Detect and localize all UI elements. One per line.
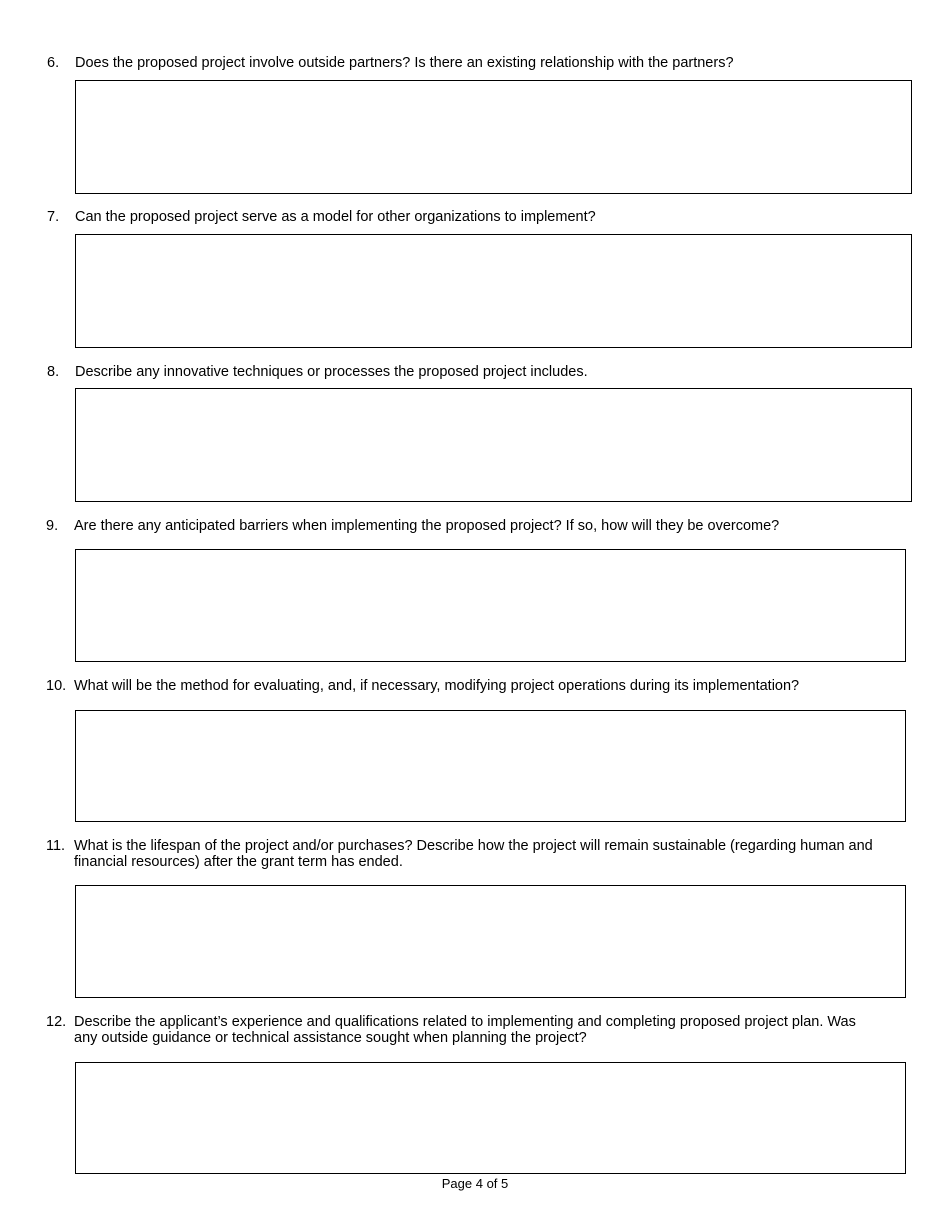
question-8-text: Describe any innovative techniques or processes the proposed project includes. <box>75 364 588 380</box>
question-11-number: 11. <box>46 838 66 854</box>
question-6-text: Does the proposed project involve outside partners? Is there an existing relationship with the partners? <box>75 55 734 71</box>
question-11-answer-field[interactable] <box>75 885 906 998</box>
question-9-answer-field[interactable] <box>75 549 906 662</box>
question-8-answer-field[interactable] <box>75 388 912 502</box>
question-12-number: 12. <box>46 1014 67 1030</box>
page-number: Page 4 of 5 <box>441 1176 509 1191</box>
question-12-answer-field[interactable] <box>75 1062 906 1174</box>
question-7-answer-field[interactable] <box>75 234 912 348</box>
question-11-text: What is the lifespan of the project and/or purchases? Describe how the project will remain sustainable (regarding human and financial resources) after the grant term has ended. <box>74 838 873 870</box>
question-10-text: What will be the method for evaluating, and, if necessary, modifying project operations during its implementation? <box>74 678 800 694</box>
question-6-number: 6. <box>47 55 60 71</box>
question-8-number: 8. <box>47 364 60 380</box>
question-7-text: Can the proposed project serve as a model for other organizations to implement? <box>75 209 596 225</box>
question-12-text: Describe the applicant’s experience and qualifications related to implementing and completing proposed project plan. Was any outside guidance or technical assistance sought when planning the project? <box>74 1014 856 1046</box>
question-9-number: 9. <box>46 518 59 534</box>
question-10-number: 10. <box>46 678 67 694</box>
question-9-text: Are there any anticipated barriers when implementing the proposed project? If so, how will they be overcome? <box>74 518 780 534</box>
question-6-answer-field[interactable] <box>75 80 912 194</box>
question-7-number: 7. <box>47 209 60 225</box>
question-10-answer-field[interactable] <box>75 710 906 822</box>
